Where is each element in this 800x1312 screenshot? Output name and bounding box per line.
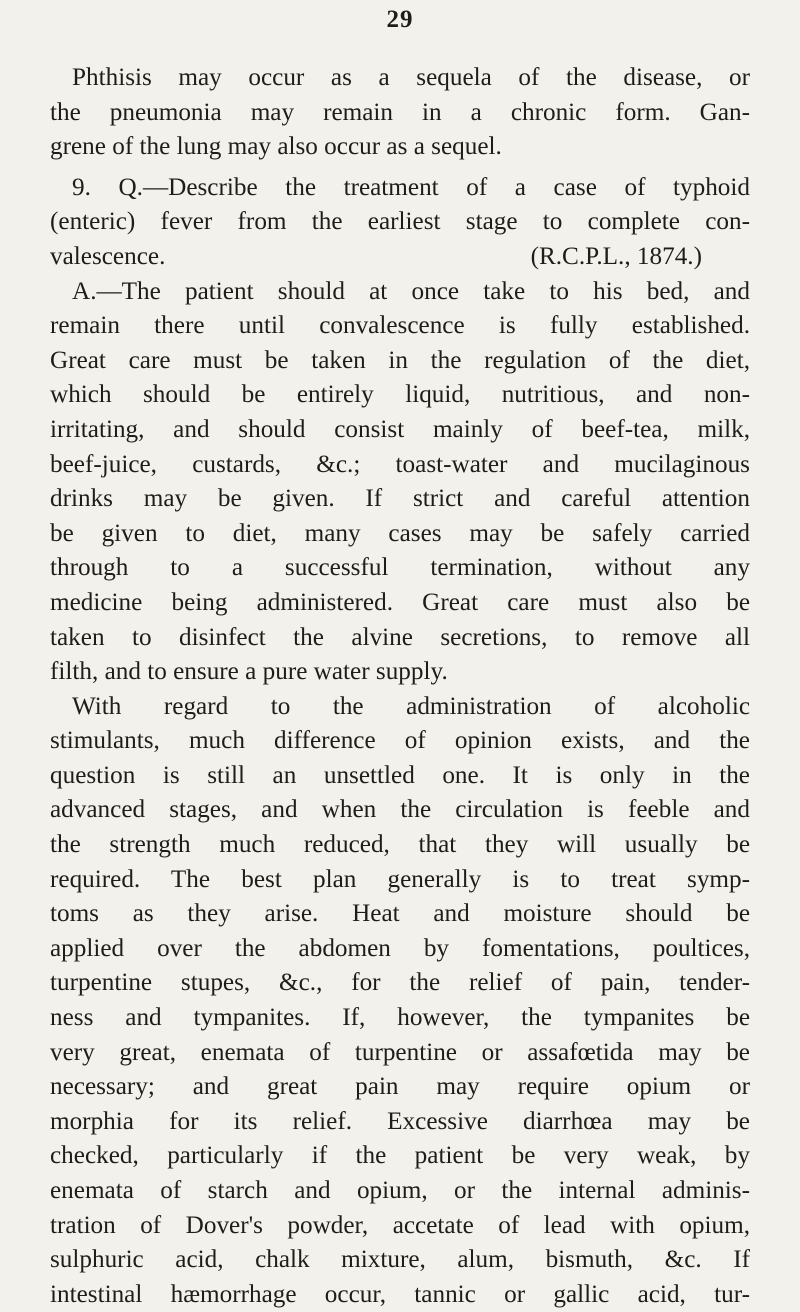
answer-line: morphia for its relief. Excessive diarrhœa may be — [50, 1107, 750, 1135]
answer-line: very great, enemata of turpentine or assafœtida may be — [50, 1038, 750, 1066]
text-line: grene of the lung may also occur as a sequel. — [50, 133, 502, 161]
answer-line: toms as they arise. Heat and moisture should be — [50, 900, 750, 928]
answer-line: ness and tympanites. If, however, the tympanites be — [50, 1004, 750, 1032]
answer-line: filth, and to ensure a pure water supply. — [50, 658, 448, 686]
answer-line: enemata of starch and opium, or the internal adminis- — [50, 1177, 750, 1204]
answer-line: irritating, and should consist mainly of beef-tea, milk, — [50, 415, 750, 443]
answer-line: through to a successful termination, without any — [50, 554, 750, 582]
answer-line: tration of Dover's powder, accetate of lead with opium, — [50, 1211, 750, 1239]
answer-line: With regard to the administration of alcoholic — [72, 692, 750, 720]
text-line: the pneumonia may remain in a chronic form. Gan- — [50, 98, 750, 126]
answer-line: medicine being administered. Great care must also be — [50, 588, 750, 616]
answer-line: required. The best plan generally is to treat symp- — [50, 865, 750, 893]
answer-line: taken to disinfect the alvine secretions, to remove all — [50, 623, 750, 651]
answer-line: A.—The patient should at once take to his bed, and — [72, 277, 750, 305]
answer-line: advanced stages, and when the circulation is feeble and — [50, 796, 750, 824]
answer-line: checked, particularly if the patient be very weak, by — [50, 1142, 750, 1170]
answer-line: which should be entirely liquid, nutritious, and non- — [50, 381, 750, 409]
answer-line: sulphuric acid, chalk mixture, alum, bismuth, &c. If — [50, 1246, 750, 1274]
exam-citation: (R.C.P.L., 1874.) — [530, 242, 702, 270]
page-text — [50, 61, 750, 1312]
answer-line: necessary; and great pain may require opium or — [50, 1073, 750, 1101]
question-line: 9. Q.—Describe the treatment of a case of typhoid — [72, 173, 750, 201]
answer-line: question is still an unsettled one. It is only in the — [50, 761, 750, 789]
question-line: valescence. — [50, 242, 166, 270]
answer-line: Great care must be taken in the regulation of the diet, — [50, 346, 750, 374]
answer-line: intestinal hæmorrhage occur, tannic or gallic acid, tur- — [50, 1280, 750, 1308]
answer-line: turpentine stupes, &c., for the relief of pain, tender- — [50, 969, 750, 997]
answer-line: applied over the abdomen by fomentations, poultices, — [50, 934, 750, 962]
answer-line: remain there until convalescence is fully established. — [50, 312, 750, 340]
answer-line: drinks may be given. If strict and careful attention — [50, 485, 750, 513]
answer-line: the strength much reduced, that they will usually be — [50, 831, 750, 859]
question-line: (enteric) fever from the earliest stage to complete con- — [50, 208, 750, 236]
question-end-with-citation — [50, 240, 750, 275]
answer-line: stimulants, much difference of opinion exists, and the — [50, 727, 750, 755]
answer-line: be given to diet, many cases may be safely carried — [50, 519, 750, 547]
text-line: Phthisis may occur as a sequela of the disease, or — [72, 64, 750, 91]
answer-line: beef-juice, custards, &c.; toast-water and mucilaginous — [50, 450, 750, 478]
page-number: 29 — [386, 6, 414, 33]
